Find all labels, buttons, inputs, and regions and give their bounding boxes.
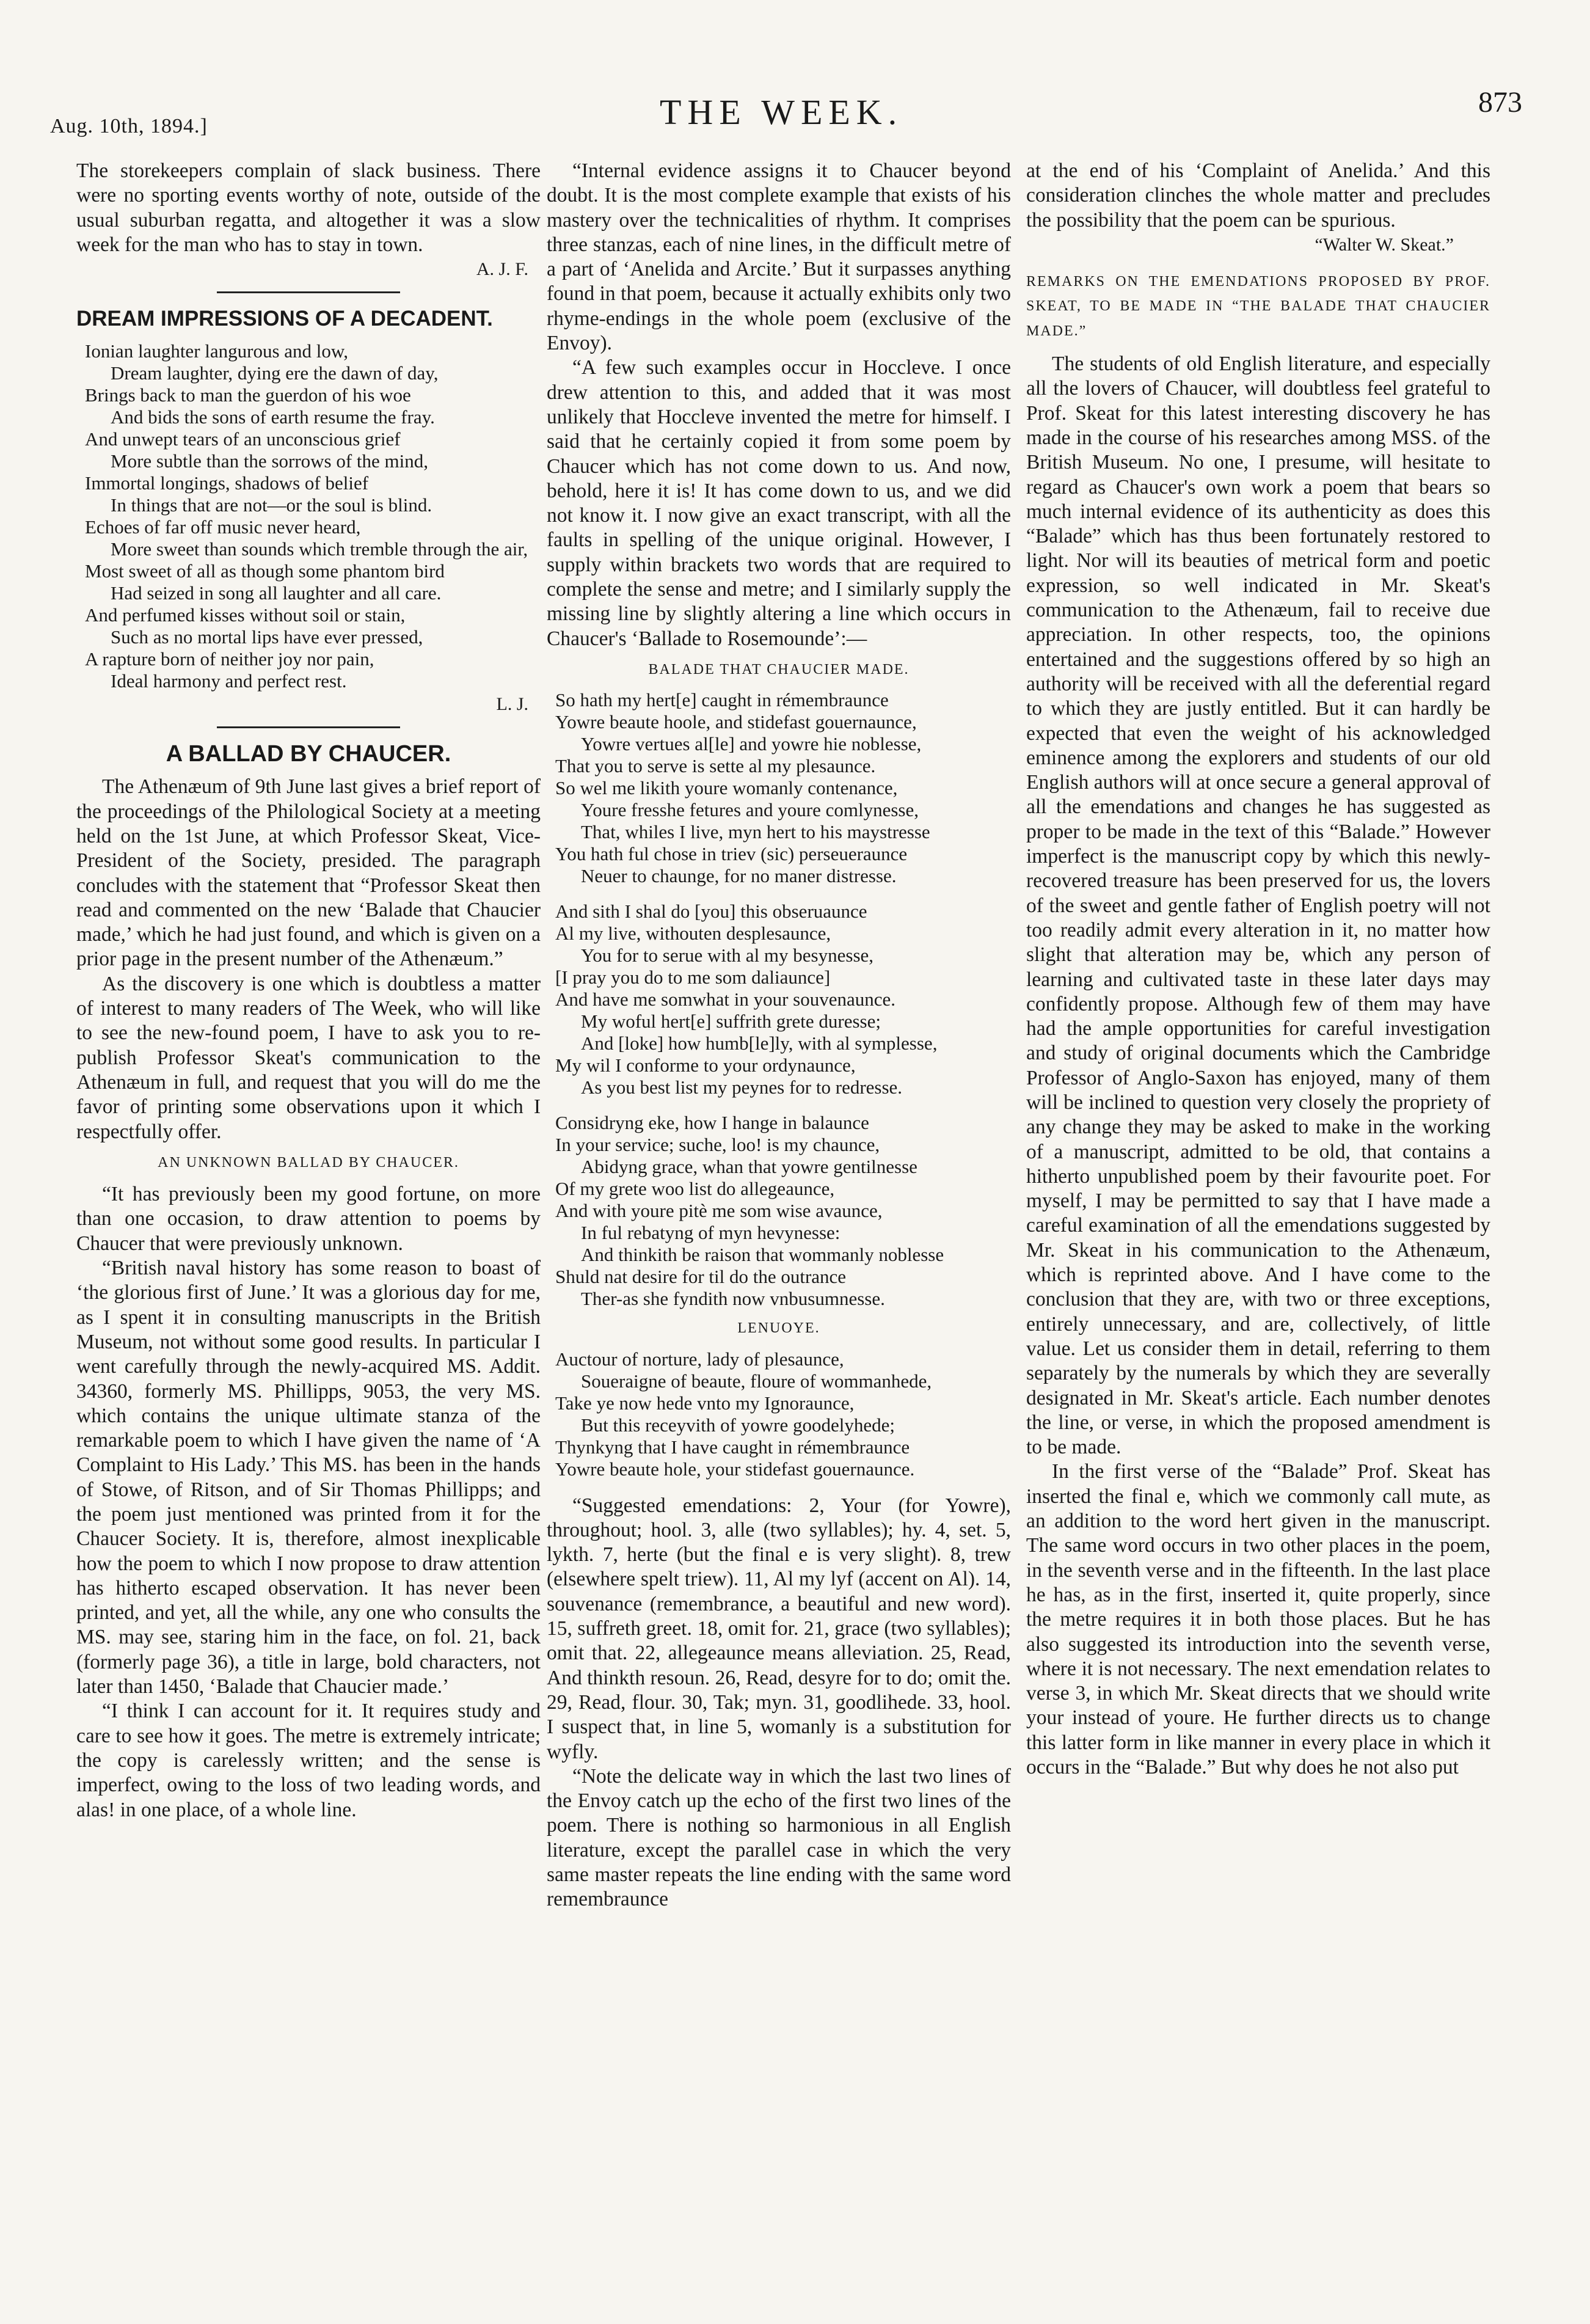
stanza-1 bbox=[547, 689, 1011, 887]
paragraph: “British naval history has some reason to boast of ‘the glorious first of June.’ It was a glorious day for me, as I spent it in consulting manuscripts in the British Museum, not without some good results. In particular I went carefully through the newly-acquired MS. Addit. 34360, formerly MS. Phillipps, 9053, the very MS. which contains the unique ultimate stanza of the remarkable poem to which I have given the name of ‘A Complaint to His Lady.’ This MS. has been in the hands of Stowe, of Ritson, and of Sir Thomas Phillipps; and the poem just mentioned was printed from it for the Chaucer Society. It is, therefore, almost inexplicable how the poem to which I now propose to draw attention has hitherto escaped observation. It has never been printed, and yet, all the while, any one who consults the MS. may see, staring him in the face, on fol. 21, back (formerly page 36), a title in large, bold characters, not later than 1450, ‘Balade that Chaucier made.’ bbox=[76, 1257, 541, 1698]
poem-title: DREAM IMPRESSIONS OF A DECADENT. bbox=[76, 307, 493, 331]
stanza-2 bbox=[547, 901, 1011, 1098]
paragraph: “It has previously been my good fortune, on more than one occasion, to draw attention to poems by Chaucer that were previously unknown. bbox=[76, 1183, 541, 1255]
column-3 bbox=[1026, 159, 1490, 1780]
poem bbox=[76, 340, 541, 692]
paragraph: “I think I can account for it. It requires study and care to see how it goes. The metre is extremely intricate; the copy is carelessly written; and the sense is imperfect, owing to the loss of two leading words, and alas! in one place, of a whole line. bbox=[76, 1700, 541, 1821]
verse-line: Youre fresshe fetures and youre comlynesse, bbox=[581, 799, 919, 821]
verse-line: And thinkith be raison that wommanly noblesse bbox=[581, 1244, 944, 1266]
verse-line: Al my live, withouten desplesaunce, bbox=[555, 923, 831, 945]
verse-line: My woful hert[e] suffrith grete duresse; bbox=[581, 1010, 881, 1032]
verse-line: As you best list my peynes for to redresse. bbox=[581, 1076, 903, 1098]
signature: L. J. bbox=[496, 693, 528, 714]
verse-line: Had seized in song all laughter and all care. bbox=[111, 582, 442, 604]
verse-line: Yowre beaute hole, your stidefast gouernaunce. bbox=[555, 1458, 915, 1480]
stanza-gap bbox=[547, 1098, 1011, 1112]
verse-line: Yowre vertues al[le] and yowre hie noblesse, bbox=[581, 733, 922, 755]
signature: “Walter W. Skeat.” bbox=[1315, 234, 1454, 255]
subheading: AN UNKNOWN BALLAD BY CHAUCER. bbox=[158, 1154, 459, 1171]
paragraph: In the first verse of the “Balade” Prof. Skeat has inserted the final e, which we commonly call mute, as an addition to the word hert given in the manuscript. The same word occurs in two other places in the poem, in the seventh verse and in the fifteenth. In the last place he has, as in the first, inserted it, quite properly, since the metre requires it in both those places. But he has also suggested its introduction into the seventh verse, where it is not necessary. The next emendation relates to verse 3, in which Mr. Skeat directs that we should write your instead of youre. He further directs us to change this latter form in like manner in every place in which it occurs in the “Balade.” But why does he not also put bbox=[1026, 1460, 1490, 1778]
envoy bbox=[547, 1348, 1011, 1480]
verse-line: Thynkyng that I have caught in rémembraunce bbox=[555, 1436, 910, 1458]
paragraph: “Note the delicate way in which the last two lines of the Envoy catch up the echo of the first two lines of the poem. There is nothing so harmonious in all English literature, except the parallel case in which the very same master repeats the line ending with the same word remembraunce bbox=[547, 1764, 1011, 1911]
verse-line: Of my grete woo list do allegeaunce, bbox=[555, 1178, 835, 1200]
envoy-title: LENUOYE. bbox=[737, 1320, 820, 1337]
subheading: REMARKS ON THE EMENDATIONS PROPOSED BY PROF. SKEAT, TO BE MADE IN “THE BALADE THAT CHAUCIER MADE.” bbox=[1026, 274, 1490, 339]
verse-line: And perfumed kisses without soil or stain, bbox=[85, 604, 406, 626]
verse-line: So hath my hert[e] caught in rémembraunce bbox=[555, 689, 889, 711]
verse-line: You hath ful chose in triev (sic) perseueraunce bbox=[555, 843, 908, 865]
paragraph: “Internal evidence assigns it to Chaucer beyond doubt. It is the most complete example that exists of his mastery over the technicalities of rhythm. It comprises three stanzas, each of nine lines, in the difficult metre of a part of ‘Anelida and Arcite.’ But it surpasses anything found in that poem, because it actually exhibits only two rhyme-endings in the whole poem (exclusive of the Envoy). bbox=[547, 159, 1011, 355]
verse-line: Such as no mortal lips have ever pressed, bbox=[111, 626, 423, 648]
verse-line: And unwept tears of an unconscious grief bbox=[85, 428, 401, 450]
verse-line: Immortal longings, shadows of belief bbox=[85, 472, 369, 494]
signature: A. J. F. bbox=[476, 259, 528, 280]
verse-line: Dream laughter, dying ere the dawn of day, bbox=[111, 362, 439, 384]
verse-line: Take ye now hede vnto my Ignoraunce, bbox=[555, 1392, 855, 1414]
verse-line: You for to serue with al my besynesse, bbox=[581, 945, 874, 967]
verse-line: And bids the sons of earth resume the fray. bbox=[111, 406, 435, 428]
verse-line: Neuer to chaunge, for no maner distresse. bbox=[581, 865, 897, 887]
verse-line: In your service; suche, loo! is my chaunce, bbox=[555, 1134, 880, 1156]
stanza-gap bbox=[547, 887, 1011, 901]
verse-line: My wil I conforme to your ordynaunce, bbox=[555, 1054, 856, 1076]
column-1 bbox=[76, 159, 541, 1822]
paragraph: The storekeepers complain of slack business. There were no sporting events worthy of note, outside of the usual suburban regatta, and altogether it was a slow week for the man who has to stay in town. bbox=[76, 159, 541, 256]
verse-line: In things that are not—or the soul is blind. bbox=[111, 494, 432, 516]
paragraph: at the end of his ‘Complaint of Anelida.’ And this consideration clinches the whole matter and precludes the possibility that the poem can be spurious. bbox=[1026, 159, 1490, 232]
divider bbox=[217, 726, 400, 728]
verse-line: That you to serve is sette al my plesaunce. bbox=[555, 755, 876, 777]
verse-line: Auctour of norture, lady of plesaunce, bbox=[555, 1348, 844, 1370]
verse-line: Shuld nat desire for til do the outrance bbox=[555, 1266, 847, 1288]
paragraph: “A few such examples occur in Hoccleve. I once drew attention to this, and added that it was most unlikely that Hoccleve invented the metre for himself. I said that he certainly copied it from some poem by Chaucer which has not come down to us. And now, behold, here it is! It has come down to us, and we did not know it. I now give an exact transcript, with all the faults in spelling of the unique original. However, I supply within brackets two words that are required to complete the sense and metre; and I similarly supply the missing line by slightly altering a line which occurs in Chaucer's ‘Ballade to Rosemounde’:— bbox=[547, 356, 1011, 650]
verse-line: More sweet than sounds which tremble through the air, bbox=[111, 538, 528, 560]
verse-line: And [loke] how humb[le]ly, with al symplesse, bbox=[581, 1032, 938, 1054]
verse-line: Most sweet of all as though some phantom bird bbox=[85, 560, 445, 582]
column-2 bbox=[547, 159, 1011, 1912]
divider bbox=[217, 291, 400, 293]
verse-line: More subtle than the sorrows of the mind, bbox=[111, 450, 429, 472]
verse-line: In ful rebatyng of myn hevynesse: bbox=[581, 1222, 841, 1244]
paragraph: The students of old English literature, and especially all the lovers of Chaucer, will doubtless feel grateful to Prof. Skeat for this latest interesting discovery he has made in the course of his researches among MSS. of the British Museum. No one, I presume, will hesitate to regard as Chaucer's own work a poem that bears so much internal evidence of its authenticity as does this “Balade” which has thus been fortunately restored to light. Nor will its beauties of metrical form and poetic expression, so well indicated in Mr. Skeat's communication to the Athenæum, fail to receive due appreciation. In other respects, too, the opinions entertained and the suggestions offered by so high an authority will be received with all the deferential regard to which they are justly entitled. But it can hardly be expected that even the weight of his acknowledged eminence among the explorers and students of our old English authors will at once secure a general approval of all the emendations and changes he has suggested as proper to be made in the text of this “Balade.” However imperfect is the manuscript copy by which this newly-recovered treasure has been preserved for us, the lovers of the sweet and gentle father of English poetry will not too readily admit every alteration in it, no matter how slight that alteration may be, which any person of learning and cultivated taste in these later days may confidently propose. Although few of them may have had the ample opportunities for careful investigation and study of original documents which the Cambridge Professor of Anglo-Saxon has enjoyed, many of them will be inclined to question very closely the propriety of any change they may be asked to make in the working of a manuscript, admitted to be old, that contains a hitherto unpublished poem by their favourite poet. For myself, I may be permitted to say that I have made a careful examination of all the emendations suggested by Mr. Skeat in his communication to the Athenæum, which is reprinted above. And I have come to the conclusion that they are, with two or three exceptions, entirely unnecessary, and are, collectively, of little value. Let us consider them in detail, referring to them separately by the numerals by which they are severally designated in Mr. Skeat's article. Each number denotes the line, or verse, in which the proposed amendment is to be made. bbox=[1026, 353, 1490, 1459]
verse-line: And with youre pitè me som wise avaunce, bbox=[555, 1200, 883, 1222]
issue-date: Aug. 10th, 1894.] bbox=[50, 115, 208, 137]
balade-title: BALADE THAT CHAUCIER MADE. bbox=[648, 661, 910, 678]
verse-line: [I pray you do to me som daliaunce] bbox=[555, 967, 831, 988]
verse-line: But this receyvith of yowre goodelyhede; bbox=[581, 1414, 895, 1436]
verse-line: Considryng eke, how I hange in balaunce bbox=[555, 1112, 869, 1134]
verse-line: That, whiles I live, myn hert to his maystresse bbox=[581, 821, 930, 843]
article-title: A BALLAD BY CHAUCER. bbox=[166, 741, 451, 767]
spacer bbox=[547, 1480, 1011, 1494]
verse-line: Abidyng grace, whan that yowre gentilnesse bbox=[581, 1156, 917, 1178]
verse-line: Ionian laughter langurous and low, bbox=[85, 340, 349, 362]
verse-line: Echoes of far off music never heard, bbox=[85, 516, 361, 538]
paragraph: “Suggested emendations: 2, Your (for Yowre), throughout; hool. 3, alle (two syllables); hy. 4, set. 5, lykth. 7, herte (but the final e is very slight). 8, trew (elsewhere spelt triew). 11, Al my lyf (accent on Al). 14, souvenance (remembrance, a beautiful and new word). 15, suffreth greet. 18, omit for. 21, grace (two syllables); omit that. 22, allegeaunce means alleviation. 25, Read, And thinkth resoun. 26, Read, desyre for to do; omit the. 29, Read, flour. 30, Tak; myn. 31, goodlihede. 33, hool. I suspect that, in line 5, womanly is a substitution for wyfly. bbox=[547, 1494, 1011, 1763]
verse-line: So wel me likith youre womanly contenance, bbox=[555, 777, 898, 799]
paragraph: As the discovery is one which is doubtless a matter of interest to many readers of The Week, who will like to see the new-found poem, I have to ask you to re-publish Professor Skeat's communication to the Athenæum in full, and request that you will do me the favor of printing some observations upon it which I respectfully offer. bbox=[76, 972, 541, 1143]
verse-line: And have me somwhat in your souvenaunce. bbox=[555, 988, 896, 1010]
page-number: 873 bbox=[1478, 86, 1522, 119]
verse-line: Yowre beaute hoole, and stidefast gouernaunce, bbox=[555, 711, 917, 733]
verse-line: Ideal harmony and perfect rest. bbox=[111, 670, 347, 692]
verse-line: And sith I shal do [you] this obseruaunce bbox=[555, 901, 867, 923]
verse-line: A rapture born of neither joy nor pain, bbox=[85, 648, 374, 670]
paragraph: The Athenæum of 9th June last gives a brief report of the proceedings of the Philological Society at a meeting held on the 1st June, at which Professor Skeat, Vice-President of the Society, presided. The paragraph concludes with the statement that “Professor Skeat then read and commented on the new ‘Balade that Chaucier made,’ which he had just found, and which is given on a prior page in the present number of the Athenæum.” bbox=[76, 775, 541, 971]
verse-line: Brings back to man the guerdon of his woe bbox=[85, 384, 411, 406]
masthead-title: THE WEEK. bbox=[660, 92, 903, 132]
stanza-3 bbox=[547, 1112, 1011, 1310]
verse-line: Soueraigne of beaute, floure of wommanhede, bbox=[581, 1370, 932, 1392]
verse-line: Ther-as she fyndith now vnbusumnesse. bbox=[581, 1288, 885, 1310]
